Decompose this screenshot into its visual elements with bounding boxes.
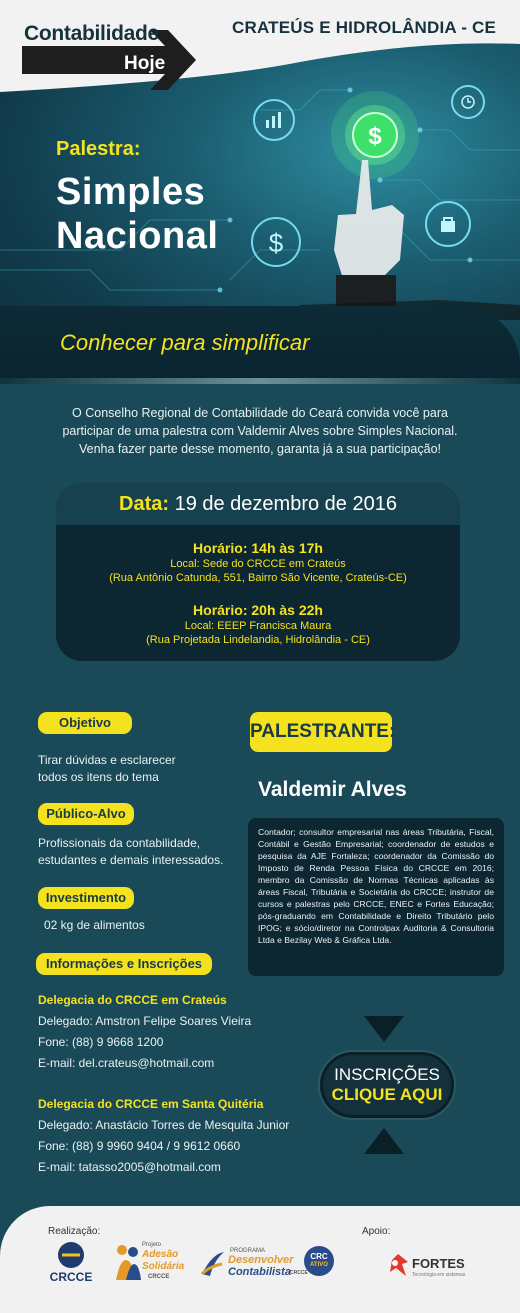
svg-text:$: $ [268, 228, 284, 258]
contact-delegado: Delegado: Anastácio Torres de Mesquita Junior [38, 1118, 290, 1132]
date-row [56, 483, 460, 525]
register-button[interactable] [320, 1052, 454, 1118]
session-address: (Rua Antônio Catunda, 551, Bairro São Vicente, Crateús-CE) [109, 572, 407, 584]
session-place: Local: Sede do CRCCE em Crateús [170, 558, 346, 570]
contact-crateus [38, 990, 251, 1074]
session-time: Horário: 14h às 17h [193, 540, 323, 556]
clock-icon [460, 94, 476, 110]
date-value: 19 de dezembro de 2016 [174, 493, 397, 515]
banner-header [0, 0, 520, 378]
realizacao-label: Realização: [48, 1226, 101, 1237]
session-address: (Rua Projetada Lindelandia, Hidrolândia - CE) [146, 634, 370, 646]
desenvolver-word2: Contabilista [228, 1266, 291, 1278]
contact-title: Delegacia do CRCCE em Crateús [38, 993, 227, 1007]
contact-email[interactable]: E-mail: tatasso2005@hotmail.com [38, 1160, 221, 1174]
people-icon [112, 1242, 142, 1282]
objetivo-line: todos os itens do tema [38, 770, 159, 784]
register-button-line1: INSCRIÇÕES [334, 1065, 440, 1084]
talk-title [56, 170, 218, 258]
top-bar [0, 0, 520, 92]
swoosh-icon [200, 1250, 226, 1280]
session-crateus [56, 539, 460, 585]
desenvolver-pre: PROGRAMA [230, 1248, 266, 1254]
arrow-down-icon [364, 1016, 404, 1044]
palestra-label: Palestra: [56, 138, 141, 160]
desenvolver-word1: Desenvolver [228, 1254, 294, 1266]
contact-phone: Fone: (88) 9 9668 1200 [38, 1035, 164, 1049]
adesao-word1: Adesão [142, 1249, 179, 1260]
publico-label: Público-Alvo [38, 803, 134, 825]
publico-line: estudantes e demais interessados. [38, 853, 224, 867]
invite-text: O Conselho Regional de Contabilidade do Ceará convida você para participar de uma palestra com Valdemir Alves sobre Simples Nacional. Venha fazer parte desse momento, garanta já a sua participação! [62, 406, 458, 456]
desenvolver-contabilista-logo[interactable] [200, 1240, 308, 1286]
objetivo-label: Objetivo [38, 712, 132, 734]
informacoes-label: Informações e Inscrições [36, 953, 212, 975]
investimento-label: Investimento [38, 887, 134, 909]
speaker-name: Valdemir Alves [258, 778, 407, 801]
fortes-emblem-icon [386, 1252, 410, 1278]
publico-line: Profissionais da contabilidade, [38, 836, 201, 850]
contact-email[interactable]: E-mail: del.crateus@hotmail.com [38, 1056, 215, 1070]
city-label: CRATEÚS E HIDROLÂNDIA - CE [232, 18, 496, 37]
apoio-label: Apoio: [362, 1226, 391, 1237]
crcce-emblem-icon [48, 1240, 94, 1274]
event-info-box [56, 483, 460, 661]
speaker-label: PALESTRANTE: [250, 712, 392, 752]
footer [0, 1206, 520, 1313]
crcce-logo-text: CRCCE [49, 1270, 93, 1284]
fortes-logo[interactable] [386, 1252, 476, 1282]
divider [0, 378, 520, 384]
chart-icon [264, 110, 284, 130]
investimento-value: 02 kg de alimentos [44, 918, 145, 932]
fortes-subtext: Tecnologia em sistemas [412, 1272, 466, 1278]
publico-text [38, 835, 223, 869]
desenvolver-crcce: CRCCE [290, 1270, 308, 1276]
crc-ativo-text1: CRC [310, 1252, 328, 1261]
session-place: Local: EEEP Francisca Maura [184, 620, 332, 632]
contact-title: Delegacia do CRCCE em Santa Quitéria [38, 1097, 264, 1111]
shopping-bag-icon [438, 214, 458, 234]
crc-ativo-text2: ATIVO [310, 1262, 328, 1268]
crcce-logo[interactable] [48, 1240, 94, 1286]
svg-text:$: $ [368, 123, 382, 150]
adesao-word2: Solidária [142, 1261, 185, 1272]
contact-delegado: Delegado: Amstron Felipe Soares Vieira [38, 1014, 252, 1028]
adesao-crcce: CRCCE [148, 1274, 170, 1280]
slogan: Conhecer para simplificar [60, 330, 310, 355]
contact-phone: Fone: (88) 9 9960 9404 / 9 9612 0660 [38, 1139, 241, 1153]
date-label: Data: [119, 493, 170, 515]
adesao-solidaria-logo[interactable] [112, 1238, 192, 1288]
objetivo-line: Tirar dúvidas e esclarecer [38, 753, 176, 767]
contact-santa-quiteria [38, 1094, 289, 1178]
fortes-text: FORTES [412, 1256, 465, 1271]
talk-title-line1: Simples [56, 171, 206, 213]
session-hidrolandia [56, 601, 460, 647]
talk-title-line2: Nacional [56, 215, 219, 257]
crc-ativo-logo[interactable] [304, 1246, 334, 1276]
session-time: Horário: 20h às 22h [193, 602, 323, 618]
register-button-line2: CLIQUE AQUI [331, 1085, 443, 1104]
logo-subtitle: Hoje [124, 53, 166, 74]
arrow-up-icon [364, 1126, 404, 1154]
speaker-bio: Contador; consultor empresarial nas áreas Tributária, Fiscal, Contábil e Gestão Empresarial; coordenador de estudos e pesquisa da AJE Fortaleza; coordenador da Comissão do Imposto de Renda Pessoa Física do CRCCE em 2016; membro da Comissão de Normas Técnicas aplicadas às áreas Fiscal, Tributária e Societária do CRCCE; instrutor de cursos e palestras pelo CRCCE, ENEC e Fortes Educação; pós-graduando em Contabilidade e Direito Tributário pelo IPOG; e sócio/diretor na Controlpax Auditoria & Consultoria Ltda e Bezilay Web & Gráfica Ltda. [248, 818, 504, 976]
objetivo-text [38, 752, 176, 786]
logo-title: Contabilidade [24, 22, 159, 45]
adesao-pre: Projeto [142, 1242, 162, 1248]
